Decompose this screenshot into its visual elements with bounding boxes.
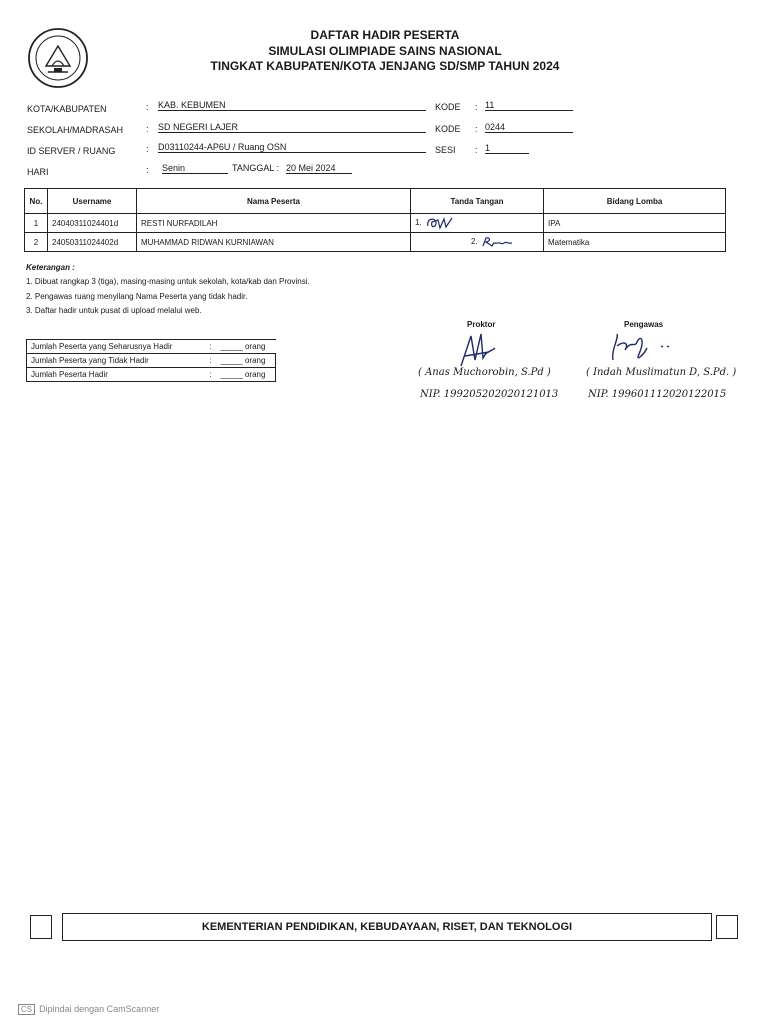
col-bidang: Bidang Lomba (544, 189, 726, 214)
tanggal-value: 20 Mei 2024 (286, 163, 352, 174)
table-row (25, 214, 726, 233)
note-item: 3. Daftar hadir untuk pusat di upload melalui web. (26, 306, 202, 315)
kode2-value: 0244 (485, 122, 573, 133)
summary-row (27, 368, 276, 382)
note-item: 1. Dibuat rangkap 3 (tiga), masing-masing untuk sekolah, kota/kab dan Provinsi. (26, 277, 310, 286)
summary-table (26, 339, 276, 382)
row-no: 1 (25, 214, 48, 233)
table-row (25, 233, 726, 252)
attendance-table (24, 188, 726, 252)
row-bidang: Matematika (544, 233, 726, 252)
signature-image (424, 216, 464, 230)
row-nama: RESTI NURFADILAH (137, 214, 411, 233)
summary-sep: : (209, 370, 212, 379)
server-value: D03110244-AP6U / Ruang OSN (158, 142, 426, 153)
ttd-number: 2. (471, 237, 478, 247)
colon: : (475, 102, 478, 112)
proktor-name: ( Anas Muchorobin, S.Pd ) (418, 367, 551, 378)
camscanner-logo-icon: CS (18, 1004, 35, 1015)
summary-row (27, 340, 276, 354)
ttd-number: 1. (415, 218, 422, 228)
row-username: 24040311024401d (48, 214, 137, 233)
colon: : (475, 145, 478, 155)
summary-row (27, 354, 276, 368)
col-ttd: Tanda Tangan (411, 189, 544, 214)
summary-unit: _____ orang (220, 342, 266, 351)
pengawas-nip: NIP. 199601112020122015 (588, 389, 727, 400)
proktor-title: Proktor (467, 320, 496, 329)
colon: : (146, 124, 149, 134)
hari-label: HARI (27, 167, 49, 177)
kota-value: KAB. KEBUMEN (158, 100, 426, 111)
notes-title: Keterangan : (26, 263, 75, 272)
col-nama: Nama Peserta (137, 189, 411, 214)
doc-title-3: TINGKAT KABUPATEN/KOTA JENJANG SD/SMP TAHUN 2024 (210, 59, 560, 73)
sekolah-value: SD NEGERI LAJER (158, 122, 426, 133)
kode1-label: KODE (435, 102, 461, 112)
camscanner-watermark (18, 1004, 159, 1015)
summary-sep: : (209, 342, 212, 351)
kode2-label: KODE (435, 124, 461, 134)
ministry-footer: KEMENTERIAN PENDIDIKAN, KEBUDAYAAN, RISET, DAN TEKNOLOGI (62, 913, 712, 941)
colon: : (146, 102, 149, 112)
camscanner-text: Dipindai dengan CamScanner (39, 1004, 160, 1014)
col-username: Username (48, 189, 137, 214)
col-no: No. (25, 189, 48, 214)
summary-label: Jumlah Peserta Hadir (31, 370, 108, 379)
tut-wuri-handayani-logo (26, 26, 90, 90)
colon: : (146, 165, 149, 175)
pengawas-title: Pengawas (624, 320, 664, 329)
pengawas-name: ( Indah Muslimatun D, S.Pd. ) (586, 367, 737, 378)
doc-title-2: SIMULASI OLIMPIADE SAINS NASIONAL (268, 44, 502, 58)
pengawas-signature (605, 330, 677, 366)
row-username: 24050311024402d (48, 233, 137, 252)
row-bidang: IPA (544, 214, 726, 233)
hari-value: Senin (162, 163, 228, 174)
doc-title-1: DAFTAR HADIR PESERTA (310, 28, 460, 42)
footer-right-square (716, 915, 738, 939)
sesi-value: 1 (485, 143, 529, 154)
summary-unit: _____ orang (220, 356, 266, 365)
summary-label: Jumlah Peserta yang Seharusnya Hadir (31, 342, 173, 351)
row-ttd (411, 233, 544, 252)
proktor-nip: NIP. 199205202020121013 (420, 389, 559, 400)
tanggal-label: TANGGAL : (232, 163, 280, 173)
colon: : (146, 144, 149, 154)
sekolah-label: SEKOLAH/MADRASAH (27, 125, 124, 135)
server-label: ID SERVER / RUANG (27, 146, 116, 156)
note-item: 2. Pengawas ruang menyilang Nama Peserta yang tidak hadir. (26, 292, 248, 301)
kota-label: KOTA/KABUPATEN (27, 104, 107, 114)
summary-label: Jumlah Peserta yang Tidak Hadir (31, 356, 149, 365)
row-no: 2 (25, 233, 48, 252)
signature-image (480, 235, 516, 249)
row-ttd (411, 214, 544, 233)
colon: : (475, 124, 478, 134)
row-nama: MUHAMMAD RIDWAN KURNIAWAN (137, 233, 411, 252)
proktor-signature (455, 330, 505, 370)
summary-unit: _____ orang (220, 370, 266, 379)
summary-sep: : (209, 356, 212, 365)
kode1-value: 11 (485, 100, 573, 111)
footer-left-square (30, 915, 52, 939)
table-header-row (25, 189, 726, 214)
sesi-label: SESI (435, 145, 456, 155)
